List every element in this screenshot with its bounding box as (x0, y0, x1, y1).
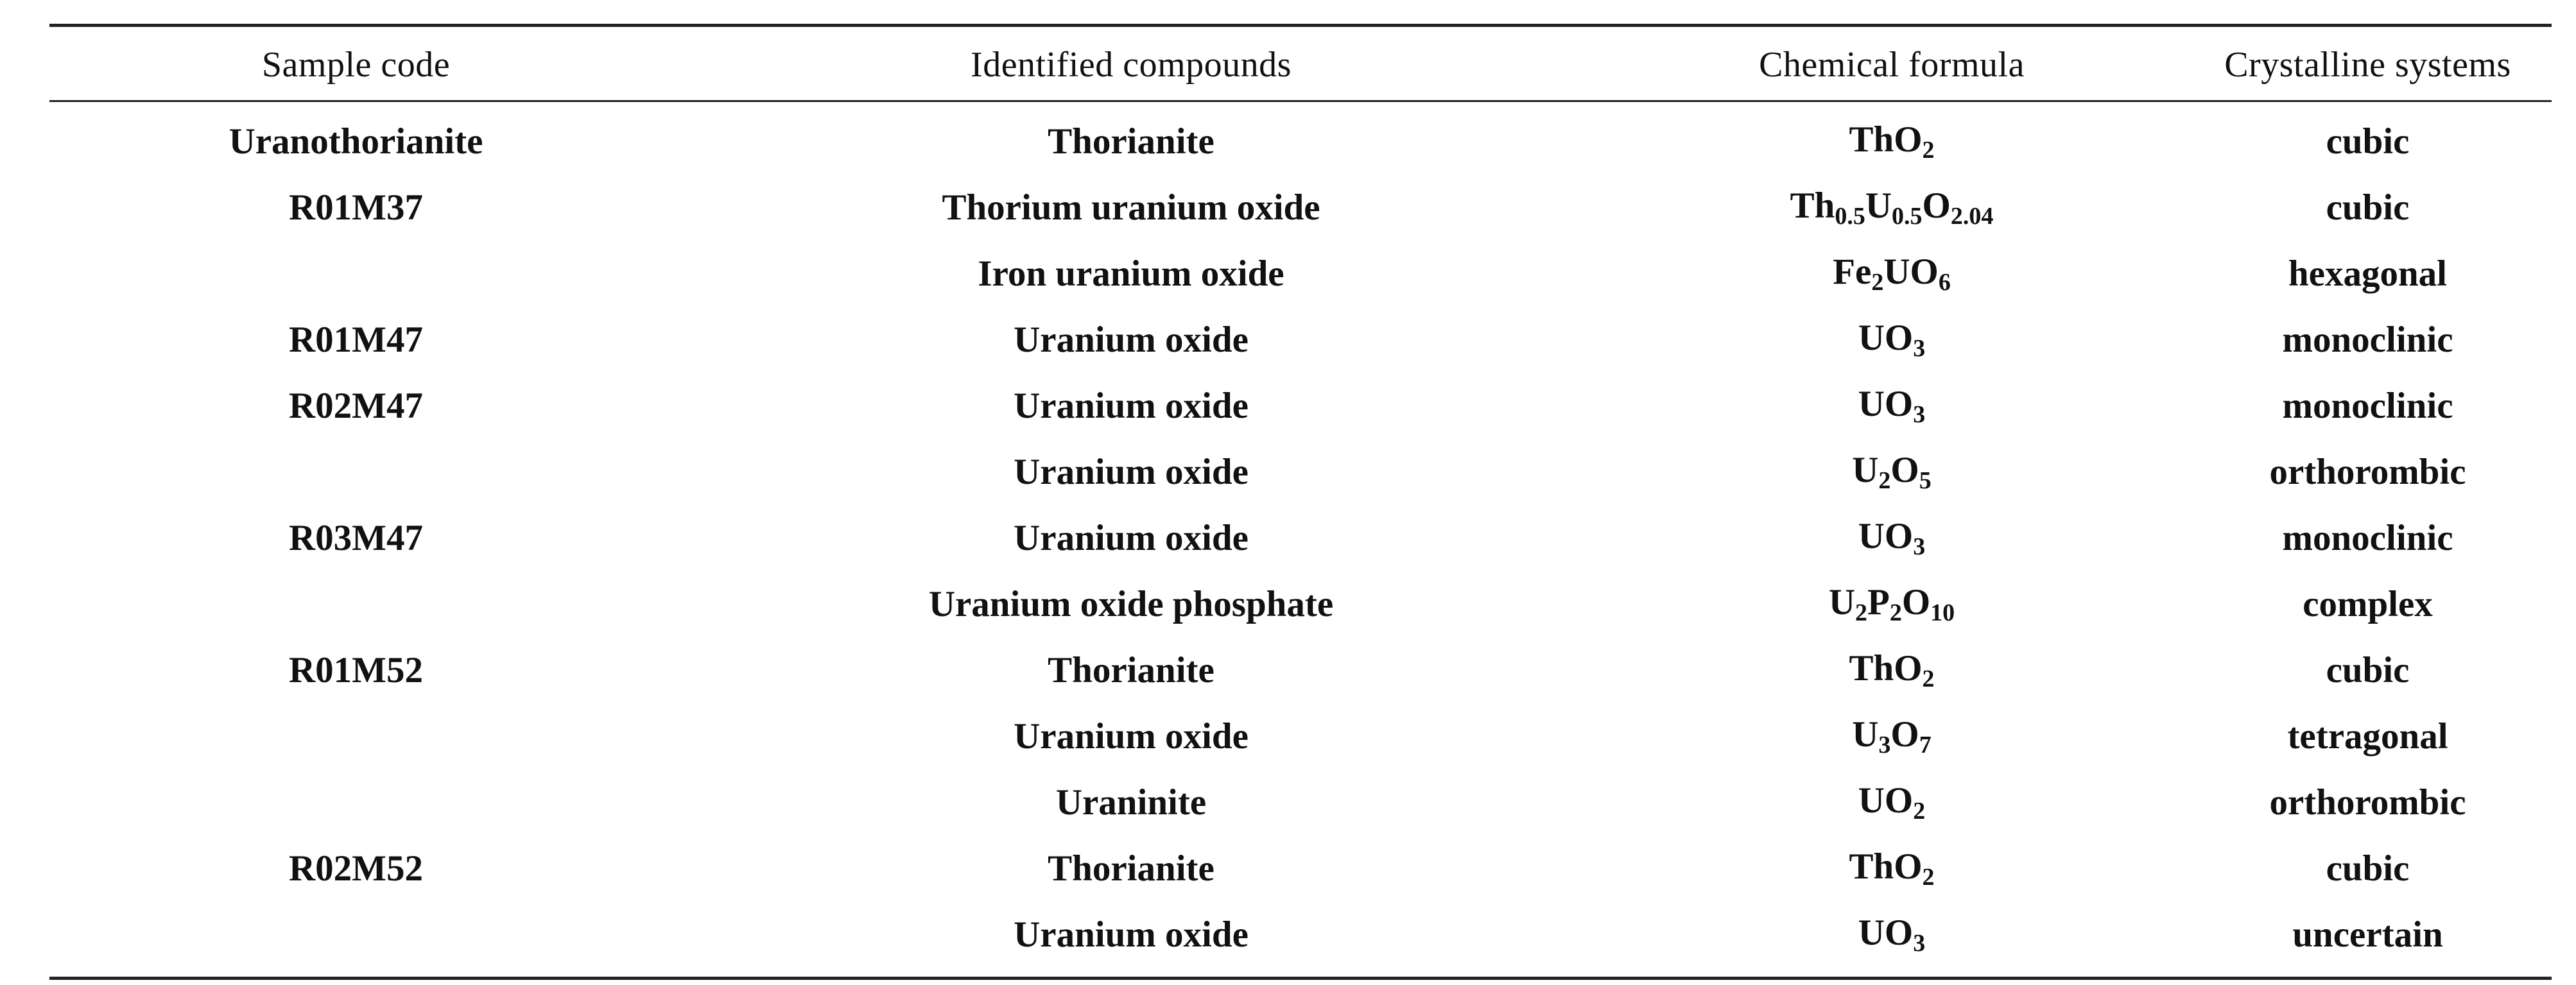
formula-element: U (1852, 714, 1879, 755)
formula-element: ThO (1849, 846, 1923, 887)
table-row (49, 505, 2552, 571)
cell-chemical-formula (1600, 241, 2184, 307)
formula-subscript: 3 (1913, 533, 1926, 560)
formula-element: U (1828, 582, 1855, 622)
cell-crystalline-system: monoclinic (2282, 386, 2453, 426)
formula-element: ThO (1849, 648, 1923, 689)
formula-element: O (1922, 185, 1951, 226)
cell-identified-compound: Thorium uranium oxide (942, 187, 1320, 228)
table-row (49, 703, 2552, 769)
header-chemical-formula: Chemical formula (1759, 45, 2025, 85)
table-row (49, 571, 2552, 637)
cell-chemical-formula (1600, 307, 2184, 373)
cell-sample-code (49, 902, 662, 977)
formula-subscript: 2 (1855, 599, 1867, 626)
formula-subscript: 2 (1922, 665, 1935, 692)
table-row (49, 241, 2552, 307)
formula-subscript: 3 (1913, 401, 1926, 428)
cell-identified-compound: Uranium oxide (1014, 518, 1249, 558)
cell-crystalline-system: monoclinic (2282, 518, 2453, 558)
cell-identified-compound: Thorianite (1048, 650, 1215, 690)
cell-sample-code (49, 241, 662, 307)
cell-identified-compound: Uranium oxide (1014, 320, 1249, 360)
table-row (49, 102, 2552, 175)
table-body (49, 102, 2552, 977)
cell-identified-compound: Uranium oxide (1014, 716, 1249, 757)
formula-element: ThO (1849, 119, 1923, 160)
cell-crystalline-system: cubic (2326, 187, 2410, 228)
cell-chemical-formula (1600, 637, 2184, 703)
cell-sample-code (49, 703, 662, 769)
formula-element: UO (1858, 384, 1914, 424)
cell-identified-compound: Thorianite (1048, 121, 1215, 162)
cell-identified-compound: Uranium oxide (1014, 452, 1249, 492)
cell-identified-compound: Uranium oxide (1014, 914, 1249, 955)
cell-chemical-formula (1600, 571, 2184, 637)
cell-identified-compound: Uraninite (1055, 782, 1207, 823)
formula-element: O (1890, 714, 1919, 755)
formula-subscript: 2 (1922, 137, 1935, 164)
table-row (49, 439, 2552, 505)
bottom-rule (49, 977, 2552, 980)
cell-sample-code (49, 769, 662, 835)
cell-sample-code: Uranothorianite (229, 121, 483, 162)
cell-sample-code (49, 439, 662, 505)
cell-sample-code: R01M47 (289, 320, 423, 360)
formula-subscript: 7 (1919, 732, 1932, 758)
cell-sample-code: R03M47 (289, 518, 423, 558)
formula-subscript: 0.5 (1892, 203, 1923, 230)
cell-crystalline-system: uncertain (2292, 914, 2443, 955)
header-row (49, 27, 2552, 100)
cell-chemical-formula (1600, 703, 2184, 769)
cell-crystalline-system: cubic (2326, 121, 2410, 162)
formula-subscript: 2.04 (1950, 203, 1994, 230)
table-row (49, 373, 2552, 439)
cell-chemical-formula (1600, 505, 2184, 571)
header-identified-compounds: Identified compounds (971, 45, 1292, 85)
formula-subscript: 0.5 (1835, 203, 1865, 230)
table-row (49, 175, 2552, 241)
formula-subscript: 5 (1919, 467, 1932, 494)
table-row (49, 637, 2552, 703)
cell-crystalline-system: complex (2303, 584, 2433, 624)
formula-element: UO (1883, 252, 1939, 292)
formula-element: U (1852, 450, 1879, 490)
cell-crystalline-system: monoclinic (2282, 320, 2453, 360)
cell-chemical-formula (1600, 373, 2184, 439)
cell-crystalline-system: cubic (2326, 650, 2410, 690)
table-row (49, 769, 2552, 835)
cell-sample-code (49, 571, 662, 637)
cell-sample-code: R01M37 (289, 187, 423, 228)
cell-identified-compound: Uranium oxide (1014, 386, 1249, 426)
formula-subscript: 2 (1913, 798, 1926, 825)
formula-subscript: 6 (1938, 269, 1951, 296)
formula-subscript: 3 (1913, 930, 1926, 957)
compounds-table (49, 24, 2552, 980)
formula-element: Fe (1833, 252, 1872, 292)
header-crystalline-systems: Crystalline systems (2224, 45, 2511, 85)
formula-element: U (1865, 185, 1892, 226)
formula-element: O (1901, 582, 1931, 622)
formula-element: UO (1858, 516, 1914, 556)
formula-subscript: 2 (1922, 864, 1935, 891)
formula-element: UO (1858, 318, 1914, 358)
cell-identified-compound: Uranium oxide phosphate (928, 584, 1334, 624)
formula-subscript: 2 (1871, 269, 1884, 296)
cell-sample-code: R02M52 (289, 848, 423, 889)
cell-crystalline-system: orthorombic (2269, 452, 2466, 492)
formula-element: UO (1858, 780, 1914, 821)
cell-chemical-formula (1600, 439, 2184, 505)
formula-element: P (1867, 582, 1890, 622)
formula-subscript: 10 (1930, 599, 1955, 626)
cell-crystalline-system: cubic (2326, 848, 2410, 889)
table-row (49, 835, 2552, 902)
header-sample-code: Sample code (261, 45, 451, 85)
formula-subscript: 2 (1889, 599, 1902, 626)
formula-subscript: 3 (1913, 335, 1926, 362)
cell-sample-code: R01M52 (289, 650, 423, 690)
cell-chemical-formula (1600, 902, 2184, 977)
cell-crystalline-system: orthorombic (2269, 782, 2466, 823)
cell-crystalline-system: tetragonal (2287, 716, 2448, 757)
formula-subscript: 2 (1878, 467, 1891, 494)
table-row (49, 902, 2552, 977)
cell-identified-compound: Thorianite (1048, 848, 1215, 889)
formula-subscript: 3 (1878, 732, 1891, 758)
cell-chemical-formula (1600, 102, 2184, 175)
cell-sample-code: R02M47 (289, 386, 423, 426)
table-row (49, 307, 2552, 373)
formula-element: UO (1858, 912, 1914, 953)
cell-chemical-formula (1600, 175, 2184, 241)
cell-chemical-formula (1600, 835, 2184, 902)
cell-identified-compound: Iron uranium oxide (978, 253, 1284, 294)
formula-element: O (1890, 450, 1919, 490)
data-table (49, 27, 2552, 977)
formula-element: Th (1790, 185, 1835, 226)
cell-crystalline-system: hexagonal (2288, 253, 2448, 294)
cell-chemical-formula (1600, 769, 2184, 835)
